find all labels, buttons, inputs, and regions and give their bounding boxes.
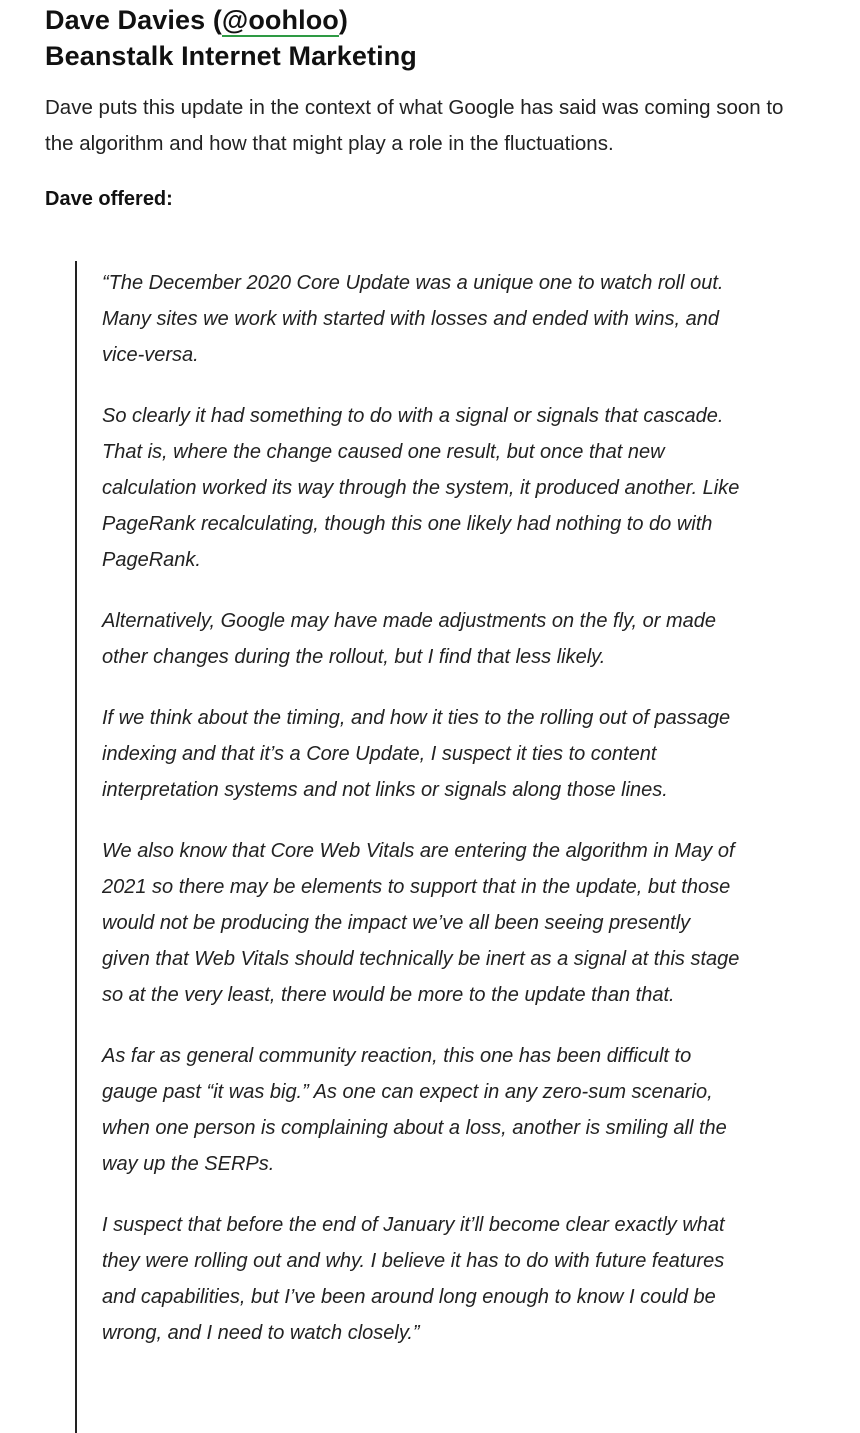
quote-paragraph: So clearly it had something to do with a signal or signals that cascade. That is, where the change caused one result, but once that new calculation worked its way through the system, it produced another. Like PageRank recalculating, though this one likely had nothing to do with PageRank. [102, 405, 740, 571]
quote-lead-label: Dave offered: [45, 188, 173, 210]
company-name: Beanstalk Internet Marketing [45, 41, 417, 71]
twitter-handle-link[interactable]: @oohloo [221, 5, 339, 35]
author-name: Dave Davies ( [45, 5, 222, 35]
author-name-close: ) [338, 5, 348, 35]
quote-paragraph: Alternatively, Google may have made adjustments on the fly, or made other changes during the rollout, but I find that less likely. [102, 610, 717, 668]
quote-paragraph: We also know that Core Web Vitals are entering the algorithm in May of 2021 so there may be elements to support that in the update, but those would not be producing the impact we’ve all been seeing presently given that Web Vitals should technically be inert as a signal at this stage so at the very least, there would be more to the update than that. [102, 840, 740, 1006]
quote-paragraph: “The December 2020 Core Update was a unique one to watch roll out. Many sites we work with started with losses and ended with wins, and vice-versa. [102, 272, 724, 366]
article-body [45, 0, 825, 217]
blockquote [75, 261, 742, 1433]
quote-paragraph: I suspect that before the end of January it’ll become clear exactly what they were rolling out and why. I believe it has to do with future features and capabilities, but I’ve been around long enough to know I could be wrong, and I need to watch closely.” [102, 1214, 725, 1344]
quote-paragraph: As far as general community reaction, this one has been difficult to gauge past “it was big.” As one can expect in any zero-sum scenario, when one person is complaining about a loss, another is smiling all the way up the SERPs. [102, 1045, 727, 1175]
author-line [45, 2, 825, 38]
quote-paragraph: If we think about the timing, and how it ties to the rolling out of passage indexing and that it’s a Core Update, I suspect it ties to content interpretation systems and not links or signals along those lines. [102, 707, 731, 801]
intro-paragraph: Dave puts this update in the context of what Google has said was coming soon to the algorithm and how that might play a role in the fluctuations. [45, 96, 784, 155]
author-heading [45, 2, 825, 74]
